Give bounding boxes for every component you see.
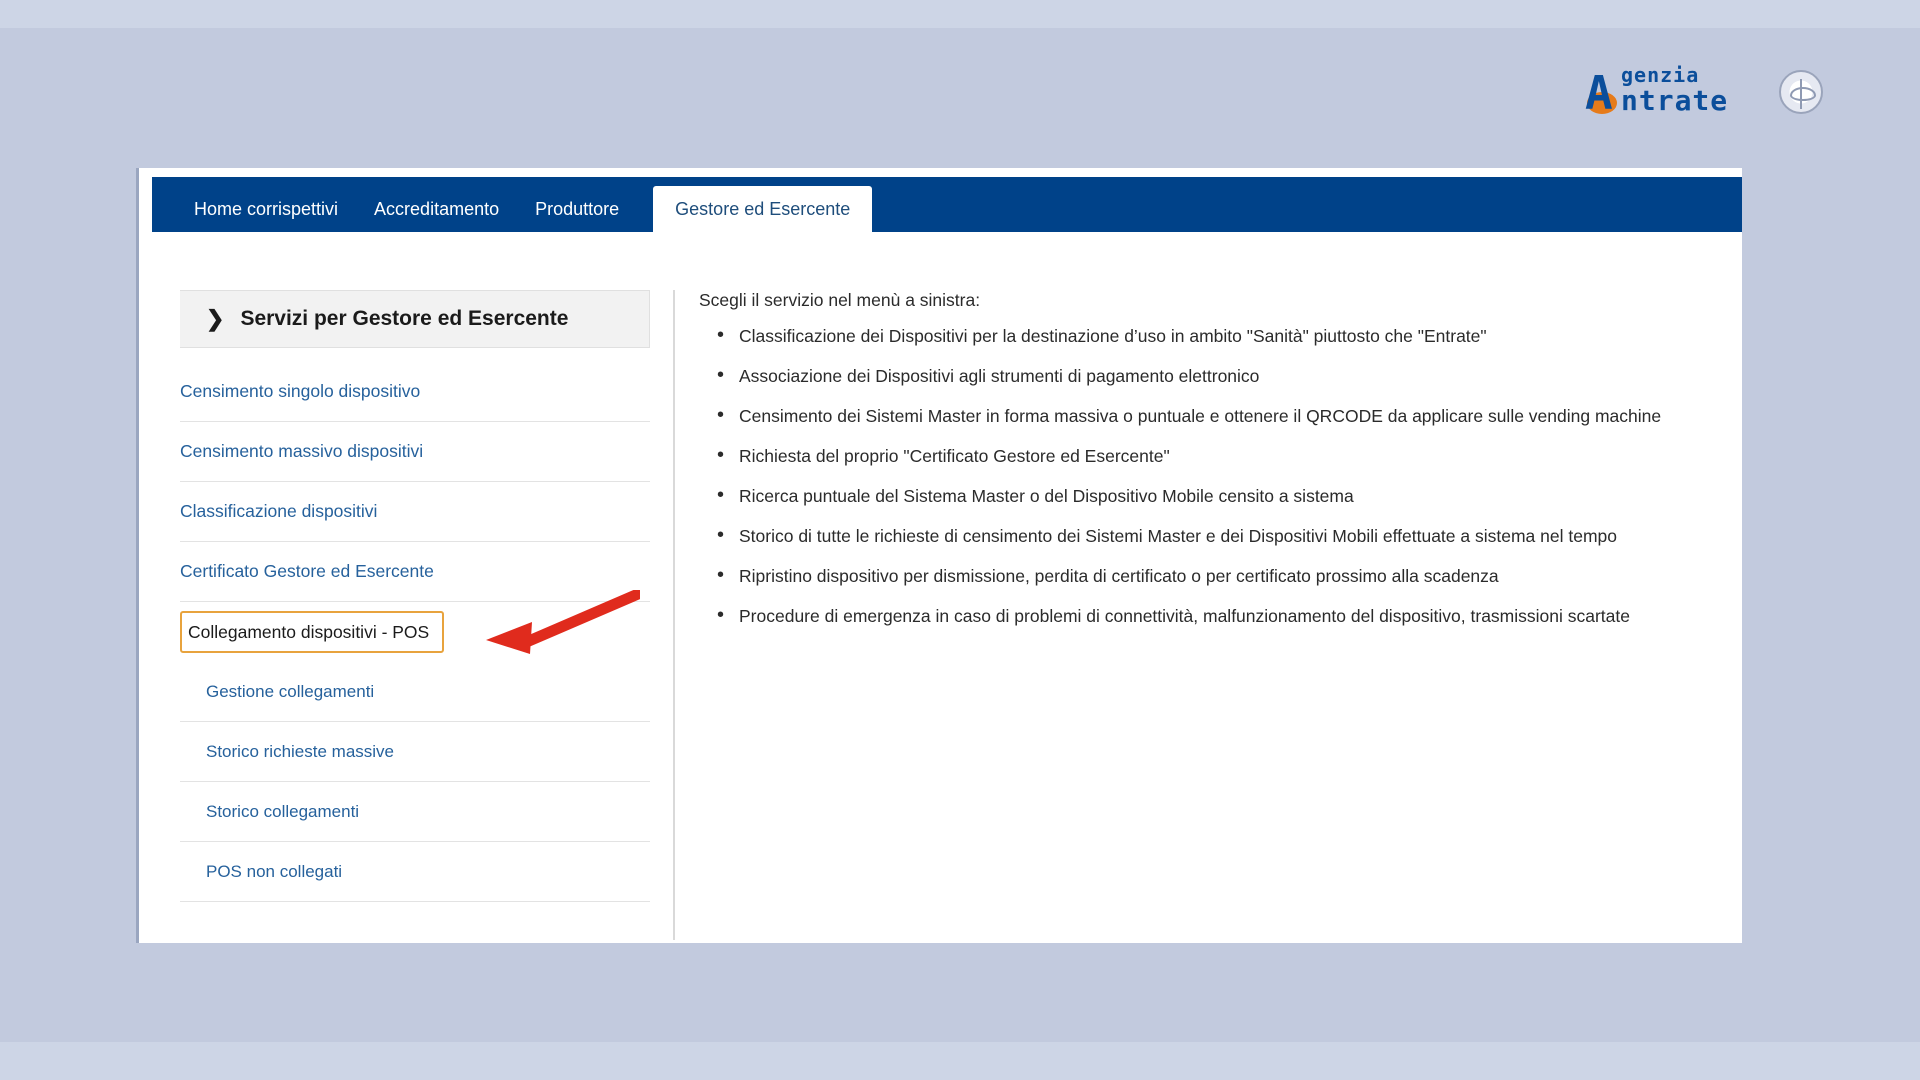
sidebar-link-label[interactable]: Gestione collegamenti	[206, 681, 375, 701]
list-item: • Procedure di emergenza in caso di problemi di connettività, malfunzionamento del dispositivo, trasmissioni scartate	[699, 605, 1734, 627]
navigation-tab-list	[152, 177, 1742, 232]
logo-wordmark-line1: genzia	[1621, 63, 1700, 87]
sidebar-item-censimento-singolo[interactable]	[180, 362, 650, 422]
sidebar-item-pos-non-collegati[interactable]	[180, 842, 650, 902]
sidebar-title: Servizi per Gestore ed Esercente	[240, 307, 569, 330]
agenzia-entrate-logo	[1583, 62, 1833, 120]
sidebar-link-label[interactable]: Classificazione dispositivi	[180, 501, 378, 521]
main-content	[699, 290, 1734, 645]
list-item: • Richiesta del proprio "Certificato Gestore ed Esercente"	[699, 445, 1734, 467]
list-item: • Censimento dei Sistemi Master in forma massiva o puntuale e ottenere il QRCODE da applicare sulle vending machine	[699, 405, 1734, 427]
sidebar-item-censimento-massivo[interactable]	[180, 422, 650, 482]
sidebar-link-label[interactable]: Certificato Gestore ed Esercente	[180, 561, 434, 581]
services-bullet-list	[699, 325, 1734, 627]
sidebar-item-classificazione[interactable]	[180, 482, 650, 542]
tab-accreditamento[interactable]: Accreditamento	[374, 199, 500, 219]
tab-gestore-ed-esercente[interactable]: Gestore ed Esercente	[653, 186, 872, 232]
sidebar-menu	[180, 362, 650, 902]
list-item: • Associazione dei Dispositivi agli strumenti di pagamento elettronico	[699, 365, 1734, 387]
sidebar-header	[180, 290, 650, 348]
sidebar-link-label[interactable]: POS non collegati	[206, 861, 343, 881]
logo-wordmark-line2: ntrate	[1621, 84, 1729, 117]
top-background-band	[0, 0, 1920, 28]
sidebar-link-label[interactable]: Storico collegamenti	[206, 801, 360, 821]
web-page-frame	[136, 168, 1742, 943]
list-item: • Storico di tutte le richieste di censimento dei Sistemi Master e dei Dispositivi Mobili effettuate a sistema nel tempo	[699, 525, 1734, 547]
services-sidebar	[152, 290, 675, 940]
republic-emblem-icon	[1779, 70, 1823, 114]
chevron-right-icon: ❯	[206, 306, 225, 331]
sidebar-item-certificato[interactable]	[180, 542, 650, 602]
sidebar-item-gestione-collegamenti[interactable]	[180, 662, 650, 722]
sidebar-item-collegamento-dispositivi-pos[interactable]	[180, 611, 444, 653]
sidebar-item-storico-collegamenti[interactable]	[180, 782, 650, 842]
tab-produttore[interactable]: Produttore	[535, 199, 620, 219]
logo-wordmark	[1621, 64, 1728, 116]
list-item: • Ripristino dispositivo per dismissione, perdita di certificato o per certificato prossimo alla scadenza	[699, 565, 1734, 587]
bottom-background-band	[0, 1042, 1920, 1080]
sidebar-link-label[interactable]: Censimento massivo dispositivi	[180, 441, 424, 461]
content-intro-text: Scegli il servizio nel menù a sinistra:	[699, 290, 981, 310]
list-item: • Classificazione dei Dispositivi per la destinazione d’uso in ambito "Sanità" piuttosto che "Entrate"	[699, 325, 1734, 347]
sidebar-item-storico-richieste-massive[interactable]	[180, 722, 650, 782]
sidebar-link-label[interactable]: Storico richieste massive	[206, 741, 395, 761]
tab-home-corrispettivi[interactable]: Home corrispettivi	[194, 199, 339, 219]
logo-letter-a: A	[1585, 66, 1613, 120]
sidebar-link-label[interactable]: Censimento singolo dispositivo	[180, 381, 421, 401]
list-item: • Ricerca puntuale del Sistema Master o del Dispositivo Mobile censito a sistema	[699, 485, 1734, 507]
sidebar-link-label[interactable]: Collegamento dispositivi - POS	[188, 621, 430, 642]
primary-navigation-bar	[152, 177, 1742, 232]
